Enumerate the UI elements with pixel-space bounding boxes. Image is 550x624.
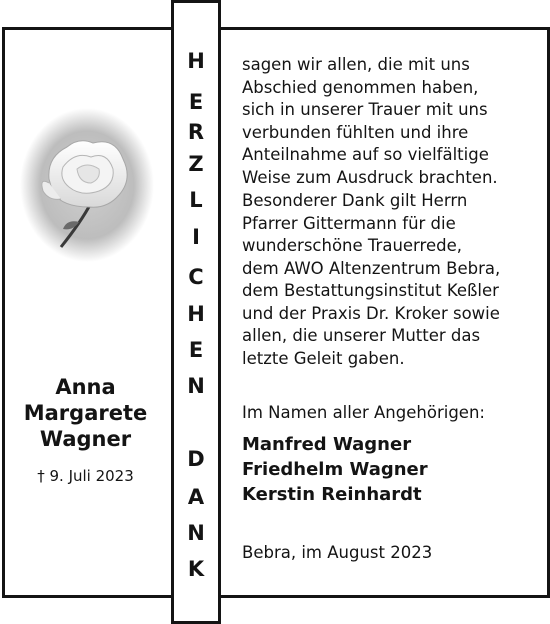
text-line: Weise zum Ausdruck brachten.: [242, 167, 498, 187]
signer-name: Friedhelm Wagner: [242, 459, 428, 480]
text-line: und der Praxis Dr. Kroker sowie: [242, 303, 500, 323]
heading-letter: L: [189, 188, 203, 212]
text-line: letzte Geleit gaben.: [242, 348, 405, 368]
heading-letter: H: [187, 302, 205, 326]
text-line: Pfarrer Gittermann für die: [242, 213, 456, 233]
text-line: dem AWO Altenzentrum Bebra,: [242, 258, 501, 278]
heading-letter: A: [187, 485, 205, 509]
signers-list: [242, 432, 428, 507]
text-line: Abschied genommen haben,: [242, 77, 479, 97]
text-line: wunderschöne Trauerrede,: [242, 236, 462, 255]
deceased-first-name: Anna: [55, 375, 116, 399]
signoff-intro: Im Namen aller Angehörigen:: [242, 403, 485, 422]
heading-letter: Z: [188, 152, 204, 176]
death-date: † 9. Juli 2023: [37, 467, 134, 485]
deceased-middle-name: Margarete: [23, 401, 148, 425]
text-line: sich in unserer Trauer mit uns: [242, 100, 488, 119]
heading-letter: C: [188, 265, 204, 289]
text-line: Anteilnahme auf so vielfältige: [242, 145, 489, 164]
heading-letter: R: [187, 120, 205, 144]
heading-letter: K: [187, 557, 205, 581]
thanks-paragraph: [242, 54, 498, 189]
heading-letter: I: [192, 225, 200, 249]
signer-name: Manfred Wagner: [242, 434, 412, 455]
heading-letter: D: [187, 447, 205, 471]
heading-letter: N: [187, 521, 205, 545]
text-line: sagen wir allen, die mit uns: [242, 55, 470, 74]
heading-letter: E: [188, 338, 204, 362]
heading-letter: H: [187, 49, 205, 73]
signer-name: Kerstin Reinhardt: [242, 484, 422, 505]
rose-image: [19, 107, 156, 263]
special-thanks-paragraph: [242, 190, 500, 370]
heading-letter: E: [188, 90, 204, 114]
place-date: Bebra, im August 2023: [242, 543, 433, 562]
deceased-last-name: Wagner: [39, 427, 132, 451]
heading-letter: N: [187, 374, 205, 398]
text-line: allen, die unserer Mutter das: [242, 326, 481, 345]
text-line: Besonderer Dank gilt Herrn: [242, 191, 468, 210]
text-line: verbunden fühlten und ihre: [242, 122, 469, 142]
vertical-heading: [171, 0, 221, 624]
text-line: dem Bestattungsinstitut Keßler: [242, 281, 499, 300]
